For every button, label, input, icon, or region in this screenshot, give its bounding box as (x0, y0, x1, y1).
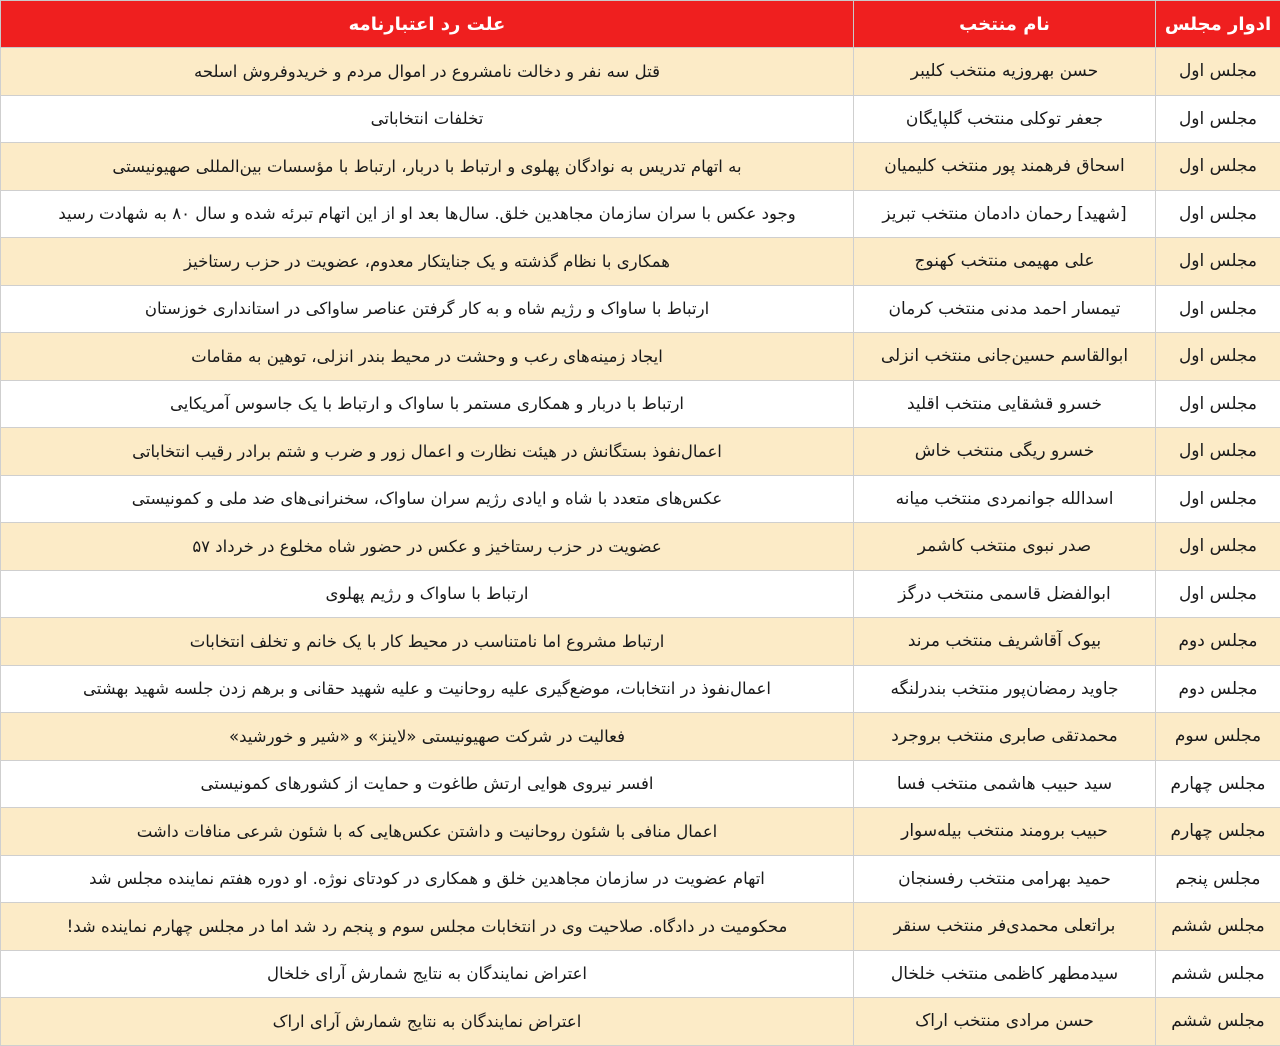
term-cell: مجلس اول (1156, 48, 1280, 96)
table-row (1, 855, 1280, 903)
reason-cell: قتل سه نفر و دخالت نامشروع در اموال مردم و خریدوفروش اسلحه (1, 48, 854, 96)
reason-cell: اتهام عضویت در سازمان مجاهدین خلق و همکاری در کودتای نوژه. او دوره هفتم نماینده مجلس شد (1, 855, 854, 903)
table-row (1, 333, 1280, 381)
name-cell: تیمسار احمد مدنی منتخب کرمان (854, 285, 1156, 333)
term-cell: مجلس ششم (1156, 998, 1280, 1046)
reason-cell: اعمال‌نفوذ بستگانش در هیئت نظارت و اعمال زور و ضرب و شتم برادر رقیب انتخاباتی (1, 428, 854, 476)
table-row (1, 95, 1280, 143)
header-term: ادوار مجلس (1156, 1, 1280, 48)
table-row (1, 238, 1280, 286)
reason-cell: محکومیت در دادگاه. صلاحیت وی در انتخابات مجلس سوم و پنجم رد شد اما در مجلس چهارم نماینده شد! (1, 903, 854, 951)
name-cell: اسدالله جوانمردی منتخب میانه (854, 475, 1156, 523)
table-row (1, 48, 1280, 96)
table-row (1, 998, 1280, 1046)
term-cell: مجلس چهارم (1156, 760, 1280, 808)
term-cell: مجلس پنجم (1156, 855, 1280, 903)
table-row (1, 143, 1280, 191)
name-cell: بیوک آقاشریف منتخب مرند (854, 618, 1156, 666)
name-cell: [شهید] رحمان دادمان منتخب تبریز (854, 190, 1156, 238)
name-cell: حسن مرادی منتخب اراک (854, 998, 1156, 1046)
table-row (1, 523, 1280, 571)
name-cell: سید حبیب هاشمی منتخب فسا (854, 760, 1156, 808)
term-cell: مجلس اول (1156, 143, 1280, 191)
name-cell: محمدتقی صابری منتخب بروجرد (854, 713, 1156, 761)
table-row (1, 950, 1280, 998)
name-cell: سیدمطهر کاظمی منتخب خلخال (854, 950, 1156, 998)
term-cell: مجلس اول (1156, 95, 1280, 143)
name-cell: ابوالفضل قاسمی منتخب درگز (854, 570, 1156, 618)
table-row (1, 808, 1280, 856)
table-row (1, 570, 1280, 618)
term-cell: مجلس اول (1156, 475, 1280, 523)
table-row (1, 618, 1280, 666)
name-cell: حسن بهروزیه منتخب کلیبر (854, 48, 1156, 96)
name-cell: اسحاق فرهمند پور منتخب کلیمیان (854, 143, 1156, 191)
reason-cell: فعالیت در شرکت صهیونیستی «لاینز» و «شیر و خورشید» (1, 713, 854, 761)
name-cell: ابوالقاسم حسین‌جانی منتخب انزلی (854, 333, 1156, 381)
reason-cell: اعتراض نمایندگان به نتایج شمارش آرای اراک (1, 998, 854, 1046)
table-row (1, 903, 1280, 951)
term-cell: مجلس اول (1156, 523, 1280, 571)
name-cell: جعفر توکلی منتخب گلپایگان (854, 95, 1156, 143)
name-cell: خسرو ریگی منتخب خاش (854, 428, 1156, 476)
reason-cell: ایجاد زمینه‌های رعب و وحشت در محیط بندر انزلی، توهین به مقامات (1, 333, 854, 381)
name-cell: علی مهیمی منتخب کهنوج (854, 238, 1156, 286)
term-cell: مجلس دوم (1156, 618, 1280, 666)
table-row (1, 190, 1280, 238)
reason-cell: تخلفات انتخاباتی (1, 95, 854, 143)
table-row (1, 428, 1280, 476)
reason-cell: اعمال منافی با شئون روحانیت و داشتن عکس‌هایی که با شئون شرعی منافات داشت (1, 808, 854, 856)
reason-cell: ارتباط با ساواک و رژیم شاه و به کار گرفتن عناصر ساواکی در استانداری خوزستان (1, 285, 854, 333)
term-cell: مجلس چهارم (1156, 808, 1280, 856)
table-row (1, 665, 1280, 713)
term-cell: مجلس ششم (1156, 903, 1280, 951)
reason-cell: همکاری با نظام گذشته و یک جنایتکار معدوم، عضویت در حزب رستاخیز (1, 238, 854, 286)
term-cell: مجلس اول (1156, 428, 1280, 476)
reason-cell: اعتراض نمایندگان به نتایج شمارش آرای خلخال (1, 950, 854, 998)
reason-cell: عکس‌های متعدد با شاه و ایادی رژیم سران ساواک، سخنرانی‌های ضد ملی و کمونیستی (1, 475, 854, 523)
term-cell: مجلس اول (1156, 190, 1280, 238)
header-name: نام منتخب (854, 1, 1156, 48)
name-cell: براتعلی محمدی‌فر منتخب سنقر (854, 903, 1156, 951)
name-cell: خسرو قشقایی منتخب اقلید (854, 380, 1156, 428)
term-cell: مجلس سوم (1156, 713, 1280, 761)
name-cell: حبیب برومند منتخب بیله‌سوار (854, 808, 1156, 856)
name-cell: جاوید رمضان‌پور منتخب بندرلنگه (854, 665, 1156, 713)
term-cell: مجلس اول (1156, 380, 1280, 428)
reason-cell: ارتباط با ساواک و رژیم پهلوی (1, 570, 854, 618)
term-cell: مجلس اول (1156, 333, 1280, 381)
reason-cell: به اتهام تدریس به نوادگان پهلوی و ارتباط با دربار، ارتباط با مؤسسات بین‌المللی صهیونیستی (1, 143, 854, 191)
reason-cell: ارتباط مشروع اما نامتناسب در محیط کار با یک خانم و تخلف انتخابات (1, 618, 854, 666)
term-cell: مجلس ششم (1156, 950, 1280, 998)
reason-cell: ارتباط با دربار و همکاری مستمر با ساواک و ارتباط با یک جاسوس آمریکایی (1, 380, 854, 428)
header-row (1, 1, 1280, 48)
reason-cell: افسر نیروی هوایی ارتش طاغوت و حمایت از کشورهای کمونیستی (1, 760, 854, 808)
reason-cell: اعمال‌نفوذ در انتخابات، موضع‌گیری علیه روحانیت و علیه شهید حقانی و برهم زدن جلسه شهید بهشتی (1, 665, 854, 713)
reason-cell: وجود عکس با سران سازمان مجاهدین خلق. سال‌ها بعد او از این اتهام تبرئه شده و سال ۸۰ به شهادت رسید (1, 190, 854, 238)
table-row (1, 285, 1280, 333)
reason-cell: عضویت در حزب رستاخیز و عکس در حضور شاه مخلوع در خرداد ۵۷ (1, 523, 854, 571)
name-cell: صدر نبوی منتخب کاشمر (854, 523, 1156, 571)
header-reason: علت رد اعتبارنامه (1, 1, 854, 48)
name-cell: حمید بهرامی منتخب رفسنجان (854, 855, 1156, 903)
term-cell: مجلس اول (1156, 570, 1280, 618)
term-cell: مجلس اول (1156, 238, 1280, 286)
table-row (1, 760, 1280, 808)
table-row (1, 713, 1280, 761)
term-cell: مجلس دوم (1156, 665, 1280, 713)
table-row (1, 475, 1280, 523)
term-cell: مجلس اول (1156, 285, 1280, 333)
table-row (1, 380, 1280, 428)
